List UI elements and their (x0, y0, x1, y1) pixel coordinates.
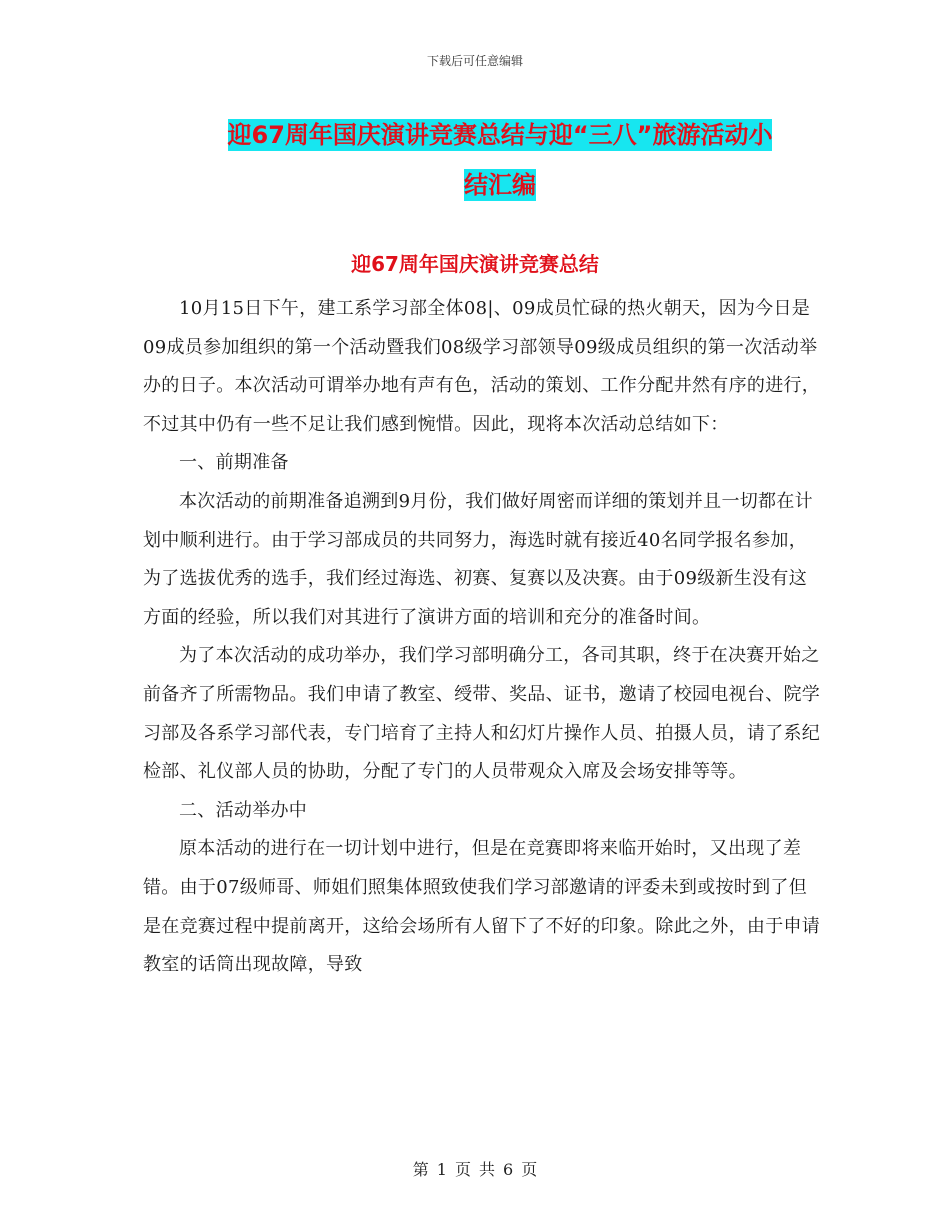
paragraph-preparation-2: 为了本次活动的成功举办，我们学习部明确分工，各司其职，终于在决赛开始之前备齐了所需物品。我们申请了教室、绶带、奖品、证书，邀请了校园电视台、院学习部及各系学习部代表，专门培育了主持人和幻灯片操作人员、拍摄人员，请了系纪检部、礼仪部人员的协助，分配了专门的人员带观众入席及会场安排等等。 (143, 645, 821, 783)
footer-page-label: 第 (412, 1160, 429, 1179)
title-line-1: 迎67周年国庆演讲竞赛总结与迎“三八”旅游活动小 (227, 121, 773, 149)
section-title: 迎67周年国庆演讲竞赛总结 (351, 252, 599, 276)
footer-page-number: 1 (436, 1160, 447, 1179)
footer-total-unit: 页 (521, 1160, 538, 1179)
page-footer (0, 1157, 950, 1180)
document-title (140, 110, 860, 210)
title-line-2: 结汇编 (464, 171, 536, 199)
paragraph-during-event: 原本活动的进行在一切计划中进行，但是在竞赛即将来临开始时，又出现了差错。由于07级师哥、师姐们照集体照致使我们学习部邀请的评委未到或按时到了但是在竞赛过程中提前离开，这给会场所有人留下了不好的印象。除此之外，由于申请教室的话筒出现故障，导致 (143, 838, 821, 976)
heading-preparation: 一、前期准备 (179, 452, 289, 474)
page-header-note: 下载后可任意编辑 (426, 54, 523, 68)
footer-page-unit: 页 (454, 1160, 471, 1179)
footer-total-label: 共 (479, 1160, 496, 1179)
paragraph-intro: 10月15日下午，建工系学习部全体08|、09成员忙碌的热火朝天，因为今日是09成员参加组织的第一个活动暨我们08级学习部领导09级成员组织的第一次活动举办的日子。本次活动可谓举办地有声有色，活动的策划、工作分配井然有序的进行，不过其中仍有一些不足让我们感到惋惜。因此，现将本次活动总结如下： (143, 298, 821, 435)
document-body (143, 290, 823, 985)
heading-during-event: 二、活动举办中 (179, 799, 308, 821)
footer-total-number: 6 (503, 1160, 514, 1179)
paragraph-preparation-1: 本次活动的前期准备追溯到9月份，我们做好周密而详细的策划并且一切都在计划中顺利进行。由于学习部成员的共同努力，海选时就有接近40名同学报名参加，为了选拔优秀的选手，我们经过海选、初赛、复赛以及决赛。由于09级新生没有这方面的经验，所以我们对其进行了演讲方面的培训和充分的准备时间。 (143, 490, 813, 628)
